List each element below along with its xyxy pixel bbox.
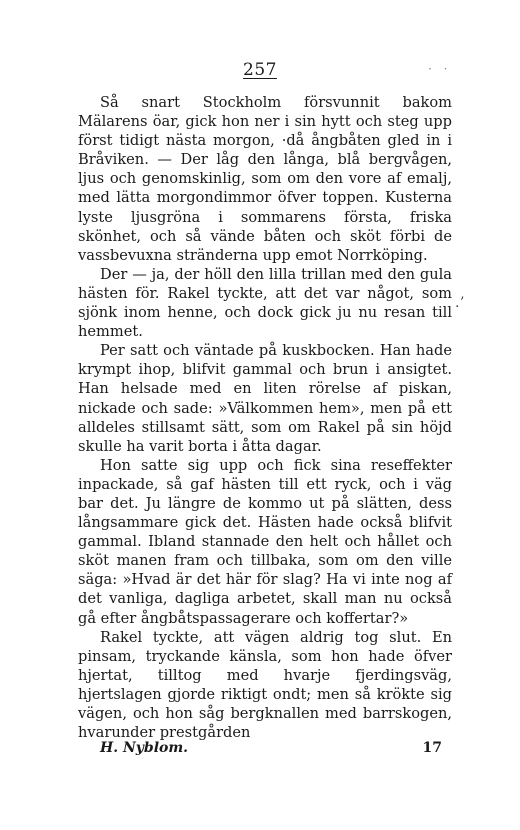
margin-mark: .ʼ <box>455 295 464 311</box>
body-text <box>78 93 452 742</box>
signature-mark: H. Nyblom. <box>100 740 189 756</box>
page-footer <box>100 740 442 756</box>
page-number-text: 257 <box>243 60 277 80</box>
paragraph: Per satt och väntade på kuskbocken. Han hade krympt ihop, blifvit gammal och brun i ansigtet. Han helsade med en liten rörelse af piskan, nickade och sade: »Välkommen hem», men på ett alldeles stillsamt sätt, som om Rakel på sin höjd skulle ha varit borta i åtta dagar. <box>78 342 452 455</box>
paragraph: Så snart Stockholm försvunnit bakom Mälarens öar, gick hon ner i sin hytt och steg upp först tidigt nästa morgon, ·då ångbåten gled in i Bråviken. — Der låg den långa, blå bergvågen, ljus och genomskinlig, som om den vore af emalj, med lätta morgondimmor öfver toppen. Kusterna lyste ljusgröna i sommarens första, friska skönhet, och så vände båten och sköt förbi de vassbevuxna stränderna upp emot Norrköping. <box>78 94 452 264</box>
sheet-number: 17 <box>422 740 442 756</box>
paragraph: Rakel tyckte, att vägen aldrig tog slut. En pinsam, tryckande känsla, som hon hade öfver hjertat, tilltog med hvarje fjerdingsväg, hjertslagen gjorde riktigt ondt; men så krökte sig vägen, och hon såg bergknallen med barrskogen, hvarunder prestgården <box>78 628 452 742</box>
paragraph: Der — ja, der höll den lilla trillan med den gula hästen för. Rakel tyckte, att det var något, som sjönk inom henne, och dock gick ju nu resan till hemmet. <box>78 265 452 341</box>
printer-marks: · · <box>428 62 452 76</box>
paragraph: Hon satte sig upp och fick sina reseffekter inpackade, så gaf hästen till ett ryck, och i väg bar det. Ju längre de kommo ut på slätten, dess långsammare gick det. Hästen hade också blifvit gammal. Ibland stannade den helt och hållet och sköt manen fram och tillbaka, som om den ville säga: »Hvad är det här för slag? Ha vi inte nog af det vanliga, dagliga arbetet, skall man nu också gå efter ångbåtspassagerare och koffertar?» <box>78 456 452 627</box>
